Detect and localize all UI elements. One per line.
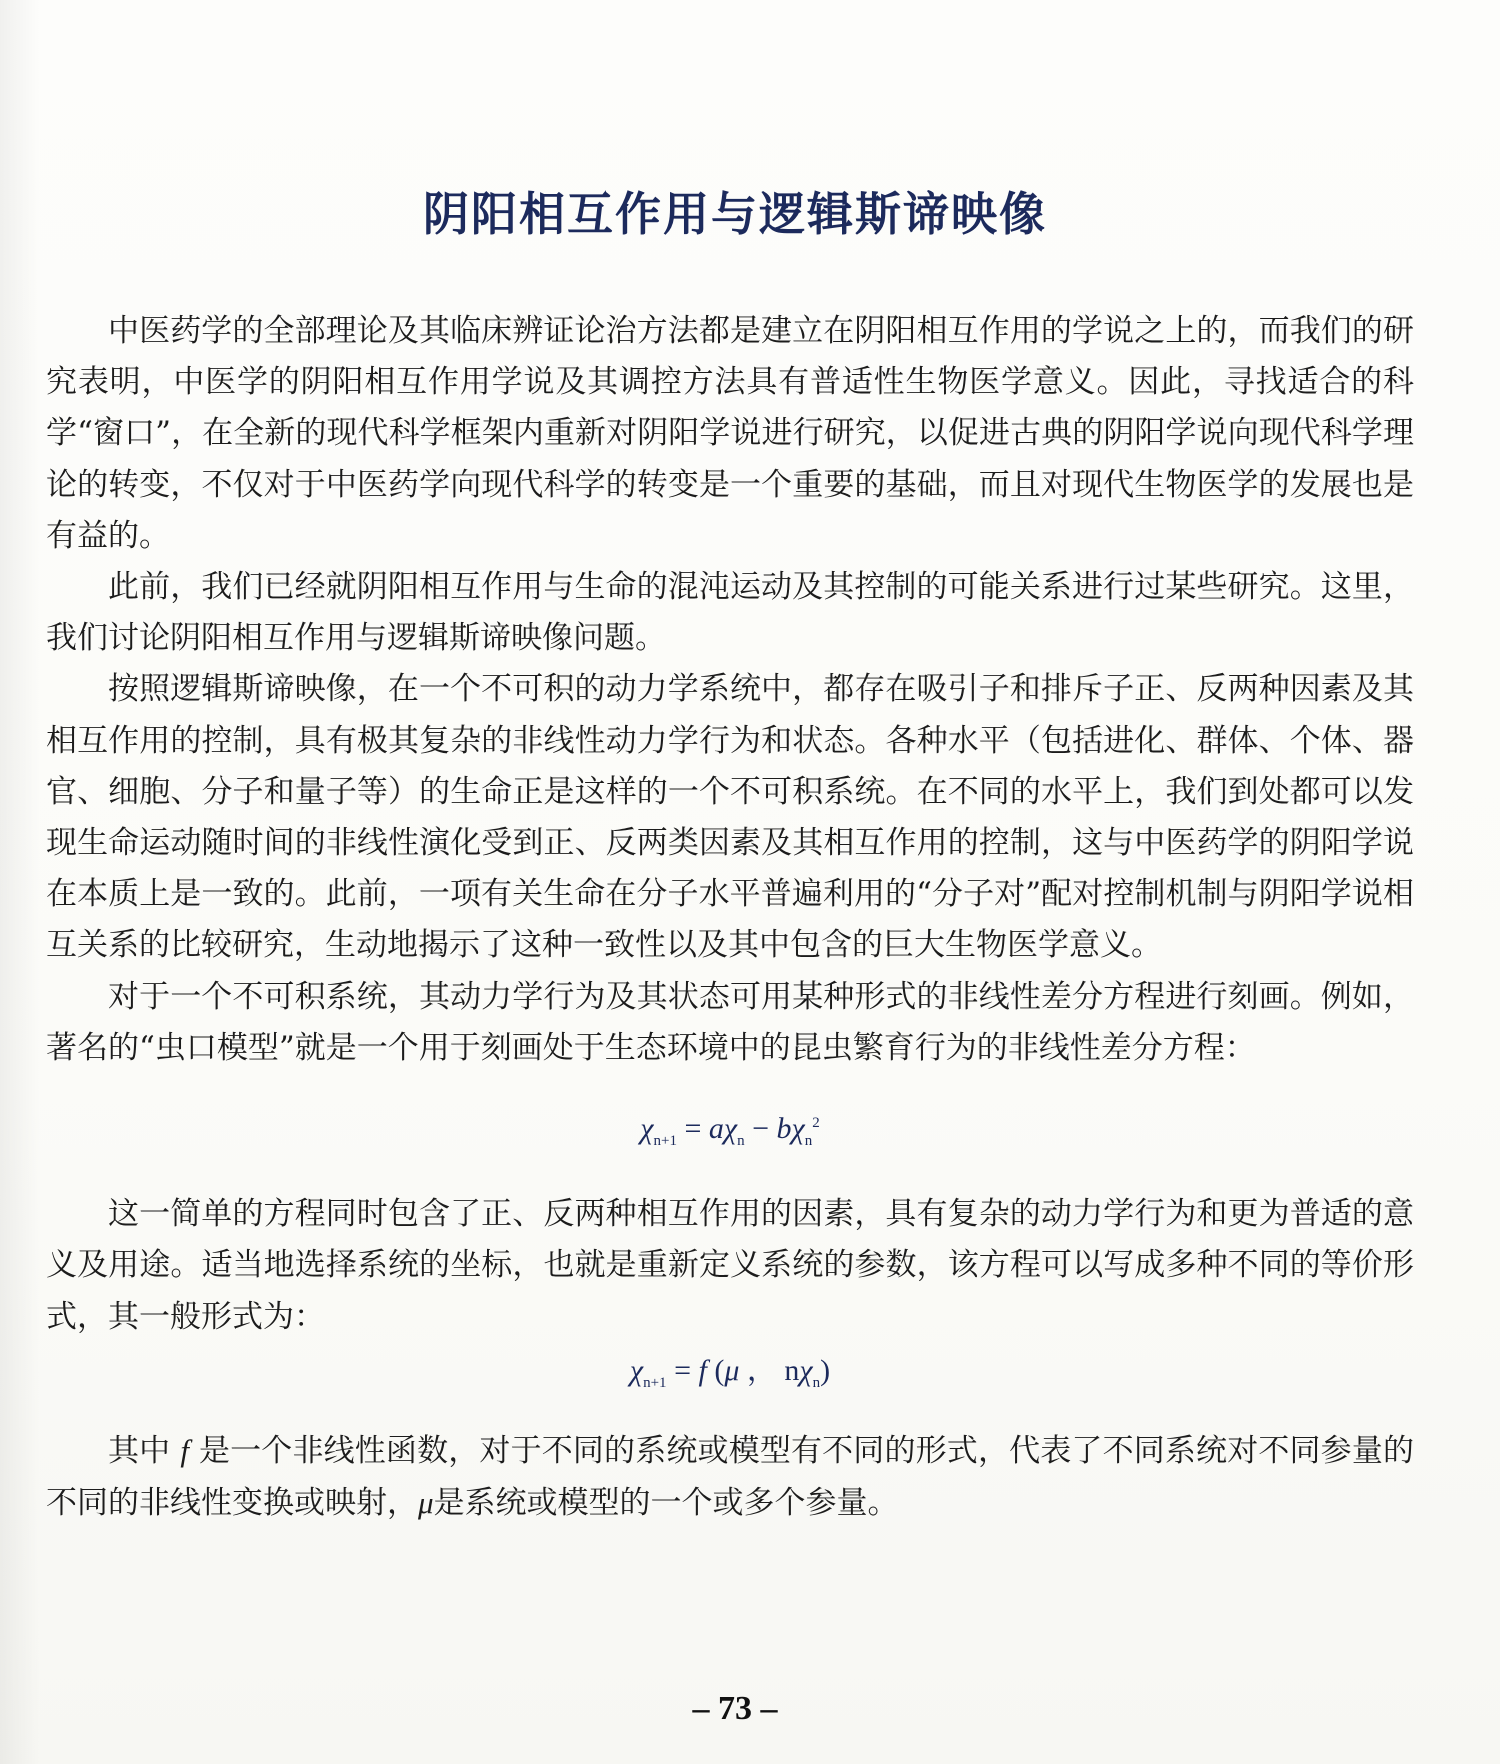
- page-title: 阴阳相互作用与逻辑斯谛映像: [423, 187, 1047, 241]
- function-f: f: [180, 1433, 189, 1469]
- equals-sign: =: [666, 1353, 699, 1387]
- minus-sign: −: [744, 1112, 777, 1146]
- chi-symbol: χ: [640, 1112, 654, 1146]
- paragraph-1: 中医药学的全部理论及其临床辨证论治方法都是建立在阴阳相互作用的学说之上的，而我们的研究表明，中医学的阴阳相互作用学说及其调控方法具有普适性生物医学意义。因此，寻找适合的科学“窗口”，在全新的现代科学框架内重新对阴阳学说进行研究，以促进古典的阴阳学说向现代科学理论的转变，不仅对于中医药学向现代科学的转变是一个重要的基础，而且对现代生物医学的发展也是有益的。: [46, 313, 1414, 554]
- chi-symbol: χ: [723, 1112, 738, 1146]
- subscript: n+1: [643, 1374, 667, 1391]
- paragraph-6-tail: 是系统或模型的一个或多个参量。: [433, 1485, 899, 1522]
- logistic-equation: [46, 1098, 1414, 1167]
- paragraph-5: 这一简单的方程同时包含了正、反两种相互作用的因素，具有复杂的动力学行为和更为普适的意义及用途。适当地选择系统的坐标，也就是重新定义系统的参数，该方程可以写成多种不同的等价形式，其一般形式为：: [46, 1196, 1414, 1335]
- close-paren: ): [820, 1353, 831, 1387]
- chi-symbol: χ: [791, 1112, 805, 1146]
- subscript: n: [737, 1133, 745, 1150]
- mu-symbol: μ: [724, 1353, 740, 1387]
- equals-sign: =: [676, 1112, 709, 1146]
- superscript: 2: [812, 1115, 820, 1132]
- chi-symbol: χ: [799, 1353, 813, 1387]
- paragraph-3: 按照逻辑斯谛映像，在一个不可积的动力学系统中，都存在吸引子和排斥子正、反两种因素及其相互作用的控制，具有极其复杂的非线性动力学行为和状态。各种水平（包括进化、群体、个体、器官、细胞、分子和量子等）的生命正是这样的一个不可积系统。在不同的水平上，我们到处都可以发现生命运动随时间的非线性演化受到正、反两类因素及其相互作用的控制，这与中医药学的阴阳学说在本质上是一致的。此前，一项有关生命在分子水平普遍利用的“分子对”配对控制机制与阴阳学说相互关系的比较研究，生动地揭示了这种一致性以及其中包含的巨大生物医学意义。: [46, 671, 1414, 964]
- page-number: – 73 –: [692, 1690, 778, 1727]
- function-f: f: [698, 1353, 707, 1387]
- subscript: n: [812, 1374, 821, 1391]
- page-gutter-shadow: [0, 0, 40, 1764]
- general-map-equation: [46, 1345, 1414, 1409]
- paragraph-6-mid: 是一个非线性函数，对于不同的系统或模型有不同的形式，代表了不同系统对不同参量的不同的非线性变换或映射，: [46, 1433, 1415, 1522]
- open-paren: (: [706, 1353, 725, 1387]
- paragraph-6-lead: 其中: [108, 1433, 171, 1470]
- subscript: n: [804, 1133, 813, 1150]
- paragraph-2: 此前，我们已经就阴阳相互作用与生命的混沌运动及其控制的可能关系进行过某些研究。这里，我们讨论阴阳相互作用与逻辑斯谛映像问题。: [46, 569, 1414, 657]
- comma: ，: [739, 1353, 777, 1387]
- article-body: [46, 306, 1414, 1529]
- chi-symbol: χ: [629, 1353, 644, 1387]
- coefficient-a: a: [708, 1112, 724, 1146]
- subscript: n+1: [653, 1133, 677, 1150]
- n-symbol: n: [776, 1353, 800, 1387]
- coefficient-b: b: [776, 1112, 792, 1146]
- paragraph-4: 对于一个不可积系统，其动力学行为及其状态可用某种形式的非线性差分方程进行刻画。例如，著名的“虫口模型”就是一个用于刻画处于生态环境中的昆虫繁育行为的非线性差分方程：: [46, 978, 1414, 1066]
- paragraph-6: [46, 1425, 1414, 1529]
- mu-symbol: μ: [418, 1485, 434, 1521]
